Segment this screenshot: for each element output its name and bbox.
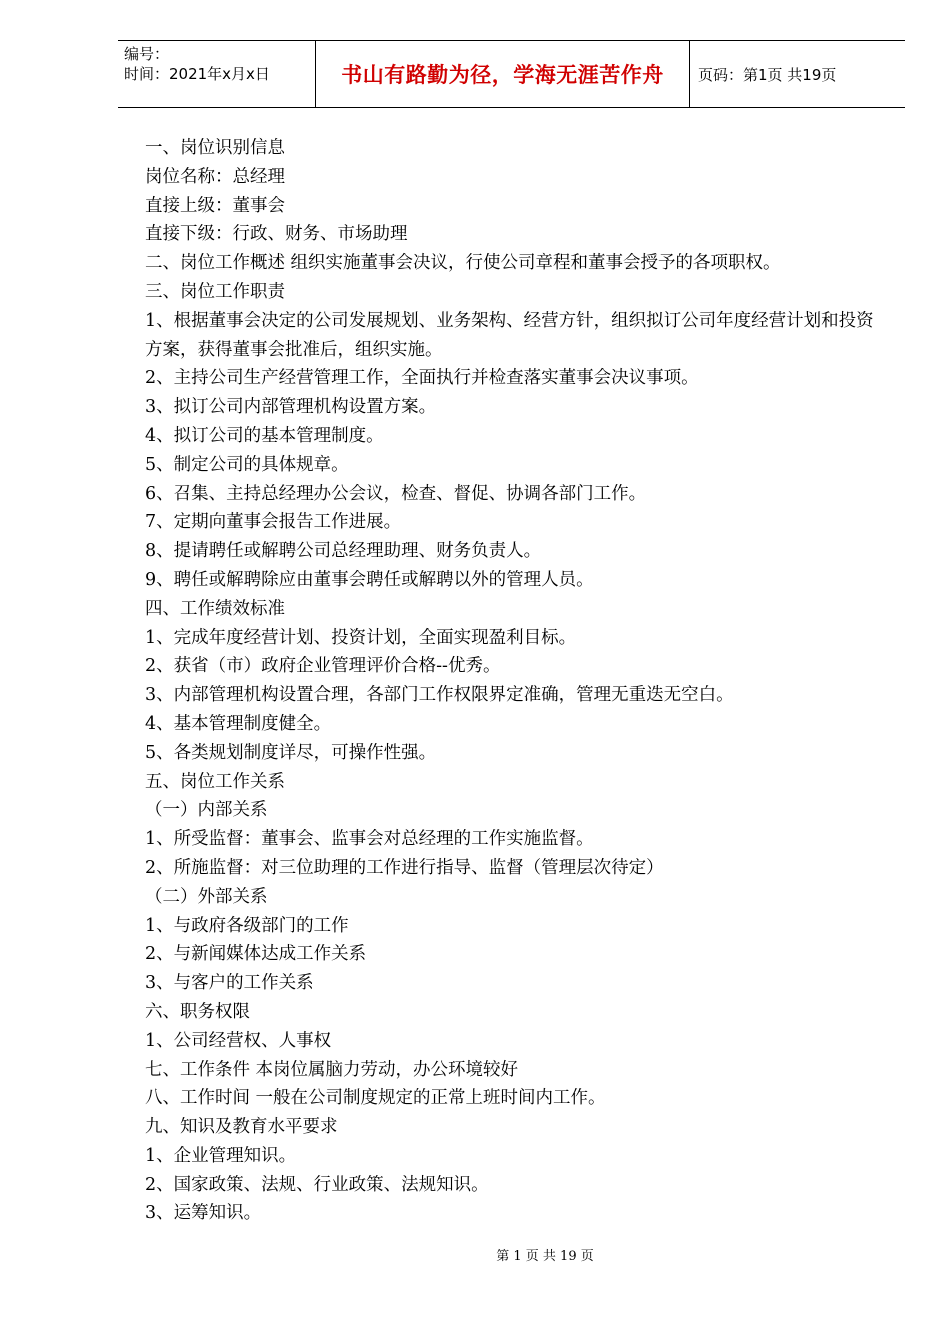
date-label: 时间：2021年x月x日 — [124, 65, 270, 83]
page-header — [118, 40, 905, 108]
section-heading: 五、岗位工作关系 — [145, 771, 285, 792]
section-heading: 二、岗位工作概述 组织实施董事会决议，行使公司章程和董事会授予的各项职权。 — [145, 253, 781, 274]
text-line: 2、与新闻媒体达成工作关系 — [145, 944, 367, 965]
header-motto: 书山有路勤为径，学海无涯苦作舟 — [316, 41, 690, 107]
page-footer — [0, 1245, 950, 1264]
text-line: 3、内部管理机构设置合理，各部门工作权限界定准确，管理无重迭无空白。 — [145, 685, 734, 706]
section-heading: 九、知识及教育水平要求 — [145, 1117, 338, 1138]
text-line: 直接上级：董事会 — [145, 195, 285, 216]
header-page-label: 页码：第1页 共19页 — [698, 65, 837, 84]
text-line: 1、公司经营权、人事权 — [145, 1030, 332, 1051]
text-line: 1、所受监督：董事会、监事会对总经理的工作实施监督。 — [145, 829, 594, 850]
text-line: 1、完成年度经营计划、投资计划，全面实现盈利目标。 — [145, 627, 577, 648]
section-heading: 七、工作条件 本岗位属脑力劳动，办公环境较好 — [145, 1059, 519, 1080]
text-line: 5、制定公司的具体规章。 — [145, 454, 349, 475]
section-heading: 六、职务权限 — [145, 1001, 250, 1022]
text-line: 3、运筹知识。 — [145, 1203, 262, 1224]
text-line: 8、提请聘任或解聘公司总经理助理、财务负责人。 — [145, 541, 542, 562]
text-line: 4、拟订公司的基本管理制度。 — [145, 425, 384, 446]
section-heading: 四、工作绩效标准 — [145, 598, 285, 619]
section-heading: 一、岗位识别信息 — [145, 138, 285, 158]
section-heading: 八、工作时间 一般在公司制度规定的正常上班时间内工作。 — [145, 1088, 606, 1109]
text-line: 1、与政府各级部门的工作 — [145, 915, 349, 936]
text-line: 5、各类规划制度详尽，可操作性强。 — [145, 742, 437, 763]
text-line: 2、所施监督：对三位助理的工作进行指导、监督（管理层次待定） — [145, 857, 664, 878]
text-line: 2、获省（市）政府企业管理评价合格--优秀。 — [145, 656, 501, 677]
text-line: 岗位名称：总经理 — [145, 166, 285, 187]
document-body — [145, 134, 875, 1228]
subsection-heading: （一）内部关系 — [145, 800, 268, 821]
text-line: 9、聘任或解聘除应由董事会聘任或解聘以外的管理人员。 — [145, 569, 594, 590]
text-line: 3、与客户的工作关系 — [145, 973, 314, 994]
text-line: 2、主持公司生产经营管理工作，全面执行并检查落实董事会决议事项。 — [145, 368, 699, 389]
header-meta — [118, 41, 316, 107]
footer-page-number: 第 1 页 共 19 页 — [496, 1249, 594, 1264]
text-line: 1、企业管理知识。 — [145, 1145, 297, 1166]
text-line: 4、基本管理制度健全。 — [145, 713, 332, 734]
subsection-heading: （二）外部关系 — [145, 886, 268, 907]
text-line: 3、拟订公司内部管理机构设置方案。 — [145, 397, 437, 418]
text-line: 直接下级：行政、财务、市场助理 — [145, 224, 408, 245]
text-line: 1、根据董事会决定的公司发展规划、业务架构、经营方针，组织拟订公司年度经营计划和投资方案，获得董事会批准后，组织实施。 — [145, 310, 874, 360]
section-heading: 三、岗位工作职责 — [145, 281, 285, 302]
text-line: 7、定期向董事会报告工作进展。 — [145, 512, 402, 533]
number-label: 编号： — [124, 45, 170, 63]
text-line: 6、召集、主持总经理办公会议，检查、督促、协调各部门工作。 — [145, 483, 647, 504]
text-line: 2、国家政策、法规、行业政策、法规知识。 — [145, 1174, 489, 1195]
